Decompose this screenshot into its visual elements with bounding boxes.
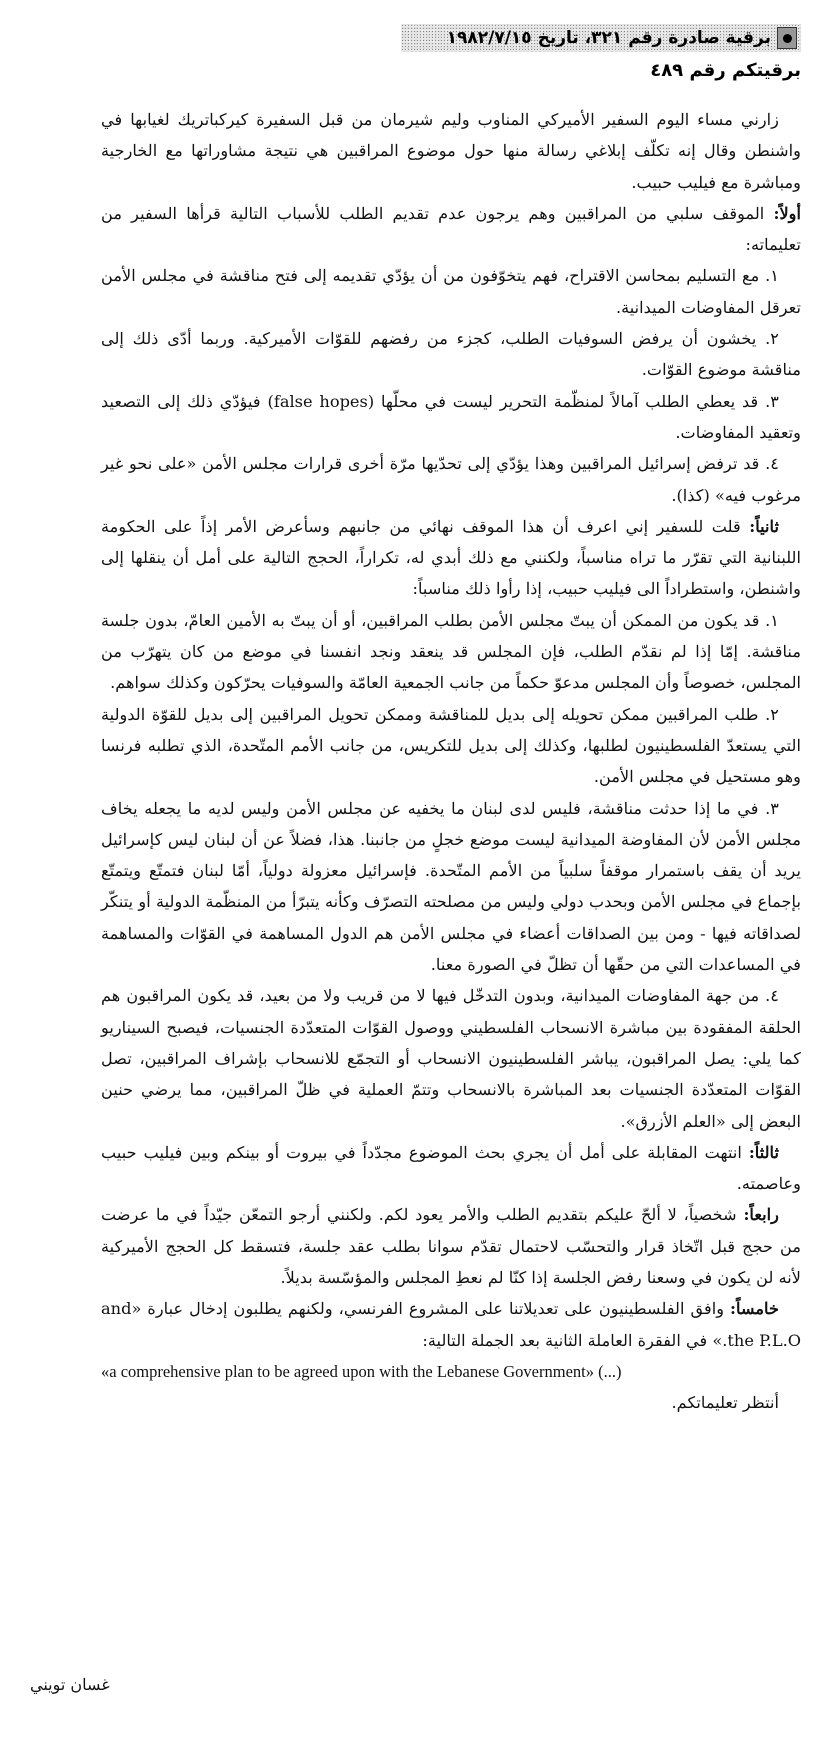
list-item: ١. قد يكون من الممكن أن يبتّ مجلس الأمن بطلب المراقبين، أو أن يبتّ به الأمين العامّ، بدون جلسة مناقشة. إمّا إذا لم نقدّم الطلب، فإن المجلس قد ينعقد ونجد انفسنا في موضع من كان يتهرّب من المجلس، خصوصاً وأن المجلس مدعوّ حكماً من جانب الجمعية العامّة والسوفيات يحرّكون وكذلك سواهم. (101, 610, 801, 693)
list-item: ٤. من جهة المفاوضات الميدانية، وبدون التدخّل فيها لا من قريب ولا من بعيد، قد يكون المراقبون هم الحلقة المفقودة بين مباشرة الانسحاب الفلسطيني ووصول القوّات المتعدّدة الجنسيات، فيصبح السيناريو كما يلي: يصل المراقبون، يباشر الفلسطينيون الانسحاب أو التجمّع للانسحاب بإشراف المراقبين، تصل القوّات المتعدّدة الجنسيات بعد المباشرة بالانسحاب وتتمّ العملية في ظلّ المراقبين، مما يرضي حنين البعض إلى «العلم الأزرق». (101, 986, 801, 1131)
paragraph-second: ثانياً: قلت للسفير إني اعرف أن هذا الموقف نهائي من جانبهم وسأعرض الأمر إذاً على الحكومة اللبنانية التي تقرّر ما تراه مناسباً، ولكنني مع ذلك أبدي له، تكراراً، الحجج التالية على أمل أن ينقلها إلى واشنطن، واستطراداً الى فيليب حبيب، إذا رأوا ذلك مناسباً: (101, 516, 801, 599)
list-item: ٢. يخشون أن يرفض السوفيات الطلب، كجزء من رفضهم للقوّات الأميركية. وربما أدّى ذلك إلى مناقشة موضوع القوّات. (101, 329, 801, 380)
square-bullet-icon (777, 27, 797, 49)
closing-line: أنتظر تعليماتكم. (671, 1393, 779, 1413)
telegram-header (401, 24, 801, 52)
list-item: ٣. قد يعطي الطلب آمالاً لمنظّمة التحرير ليست في محلّها (false hopes) فيؤدّي ذلك إلى التصعيد وتعقيد المفاوضات. (101, 391, 801, 442)
list-item: ٣. في ما إذا حدثت مناقشة، فليس لدى لبنان ما يخفيه عن مجلس الأمن وليس لديه ما يجعله يخاف مجلس الأمن لأن المفاوضة الميدانية ليست موضع خجلٍ من جانبنا. هذا، فضلاً عن أن لبنان ليس كإسرائيل يريد أن يقف باستمرار موقفاً سلبياً من الأمم المتّحدة. فإسرائيل معزولة دولياً، أمّا لبنان فتمتّع ويتمتّع بإجماع في مجلس الأمن وبحدب دولي وليس من مصلحته التصرّف وكأنه يتبرّأ من المنظّمة الدولية أو يتنكّر لصداقاته فيها - ومن بين الصداقات أعضاء في مجلس الأمن هم الدول المساهمة في القوّات والمساهمة في المساعدات التي من حقّها أن تظلّ في الصورة معنا. (101, 798, 801, 975)
english-quote: «a comprehensive plan to be agreed upon with the Lebanese Government» (...) (101, 1361, 622, 1381)
reference-line: برقيتكم رقم ٤٨٩ (650, 60, 801, 81)
paragraph-first: أولاً: الموقف سلبي من المراقبين وهم يرجون عدم تقديم الطلب للأسباب التالية قرأها السفير من تعليماته: (101, 203, 801, 255)
paragraph-intro: زارني مساء اليوم السفير الأميركي المناوب وليم شيرمان من قبل السفيرة كيركباتريك لغيابها في واشنطن وقال إنه تكلّف إبلاغي رسالة منها حول موضوع المراقبين هي نتيجة مشاوراتها مع الخارجية ومباشرة مع فيليب حبيب. (101, 110, 801, 192)
telegram-body (101, 104, 801, 1418)
paragraph-fifth: خامساً: وافق الفلسطينيون على تعديلاتنا على المشروع الفرنسي، ولكنهم يطلبون إدخال عبارة «and the P.L.O.» في الفقرة العاملة الثانية بعد الجملة التالية: (101, 1299, 801, 1350)
list-item: ٢. طلب المراقبين ممكن تحويله إلى بديل للمناقشة وممكن تحويل المراقبين إلى بديل للقوّة الدولية التي يستعدّ الفلسطينيون لطلبها، وكذلك إلى بديل للتكريس، من جانب الأمم المتّحدة، الذي تطلبه فرنسا وهو مستحيل في مجلس الأمن. (101, 704, 801, 787)
list-item: ١. مع التسليم بمحاسن الاقتراح، فهم يتخوّفون من أن يؤدّي تقديمه إلى فتح مناقشة في مجلس الأمن تعرقل المفاوضات الميدانية. (101, 266, 801, 317)
list-item: ٤. قد ترفض إسرائيل المراقبين وهذا يؤدّي إلى تحدّيها مرّة أخرى قرارات مجلس الأمن «على نحو غير مرغوب فيه» (كذا). (101, 454, 801, 505)
section-lead-first: أولاً: (773, 203, 801, 223)
paragraph-fourth: رابعاً: شخصياً، لا ألحّ عليكم بتقديم الطلب والأمر يعود لكم. ولكنني أرجو التمعّن جيّداً في ما عرضت من حجج قبل اتّخاذ قرار والتحسّب لاحتمال تقدّم سوانا بطلب عقد جلسة، فتسقط كل الحجج الأميركية لأنه لن يكون في وسعنا رفض الجلسة إذا كنّا لم نعطِ المجلس والمؤسّسة بديلاً. (101, 1205, 801, 1287)
signature: غسان تويني (30, 1675, 110, 1694)
paragraph-third: ثالثاً: انتهت المقابلة على أمل أن يجري بحث الموضوع مجدّداً في بيروت أو بينكم وبين فيليب حبيب وعاصمته. (101, 1142, 801, 1194)
section-lead-fifth: خامساً: (730, 1299, 779, 1319)
section-lead-third: ثالثاً: (748, 1142, 779, 1162)
telegram-title: برقية صادرة رقم ٣٢١، تاريخ ١٩٨٢/٧/١٥ (446, 28, 771, 48)
section-lead-second: ثانياً: (749, 516, 779, 536)
section-lead-fourth: رابعاً: (743, 1205, 779, 1225)
